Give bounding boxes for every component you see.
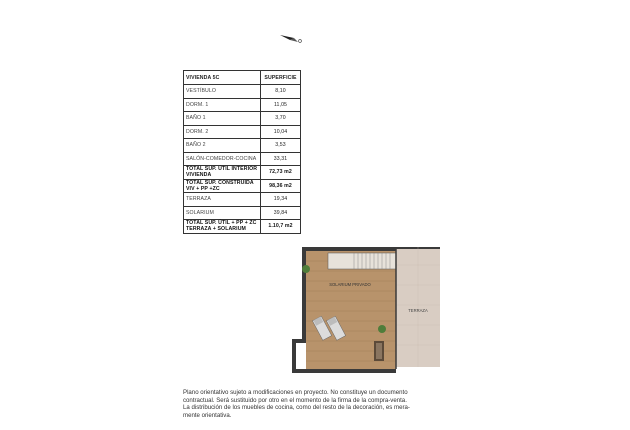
room-area: 39,84 (261, 206, 301, 220)
table-row (184, 112, 301, 126)
header-area: SUPERFICIE (261, 71, 301, 85)
disclaimer-note (183, 389, 453, 419)
room-label: BAÑO 1 (184, 112, 261, 126)
table-row (184, 139, 301, 153)
room-area: 3,70 (261, 112, 301, 126)
room-label: TERRAZA (184, 193, 261, 207)
table-row (184, 193, 301, 207)
room-area: 3,53 (261, 139, 301, 153)
room-label: SOLARIUM (184, 206, 261, 220)
table-row (184, 98, 301, 112)
room-label: DORM. 1 (184, 98, 261, 112)
room-area: 19,34 (261, 193, 301, 207)
table-row-total-built (184, 179, 301, 193)
table-row (184, 206, 301, 220)
table-row (184, 152, 301, 166)
terrace-label: TERRAZA (408, 308, 428, 313)
disclaimer-line: contractual. Será sustituido por otro en el momento de la firma de la compra-venta. (183, 396, 407, 404)
table-header-row (184, 71, 301, 85)
table-row-total-interior (184, 166, 301, 180)
disclaimer-line: La distribución de los muebles de cocina, como del resto de la decoración, es mera- (183, 404, 410, 412)
header-unit: VIVIENDA 5C (184, 71, 261, 85)
solarium-label: SOLARIUM PRIVADO (329, 282, 371, 287)
room-label: VESTÍBULO (184, 85, 261, 99)
room-label: BAÑO 2 (184, 139, 261, 153)
room-area: 33,31 (261, 152, 301, 166)
room-area: 11,05 (261, 98, 301, 112)
room-label: SALÓN-COMEDOR-COCINA (184, 152, 261, 166)
table-row-total-outdoor (184, 220, 301, 234)
room-area: 10,04 (261, 125, 301, 139)
total-value: 1.10,7 m2 (261, 220, 301, 234)
room-label: DORM. 2 (184, 125, 261, 139)
table-row (184, 85, 301, 99)
total-label: TOTAL SUP. ÚTIL INTERIOR VIVIENDA (184, 166, 261, 180)
disclaimer-line: mente orientativa. (183, 411, 232, 419)
table-row (184, 125, 301, 139)
total-label: TOTAL SUP. ÚTIL + PP + ZC TERRAZA + SOLARIUM (184, 220, 261, 234)
north-arrow-icon (278, 30, 304, 48)
total-label: TOTAL SUP. CONSTRUIDA VIV + PP +ZC (184, 179, 261, 193)
room-area: 8,10 (261, 85, 301, 99)
area-table (183, 70, 301, 234)
total-value: 98,36 m2 (261, 179, 301, 193)
disclaimer-line: Plano orientativo sujeto a modificaciones en proyecto. No constituye un documento (183, 389, 408, 396)
floor-plan (290, 245, 450, 375)
total-value: 72,73 m2 (261, 166, 301, 180)
